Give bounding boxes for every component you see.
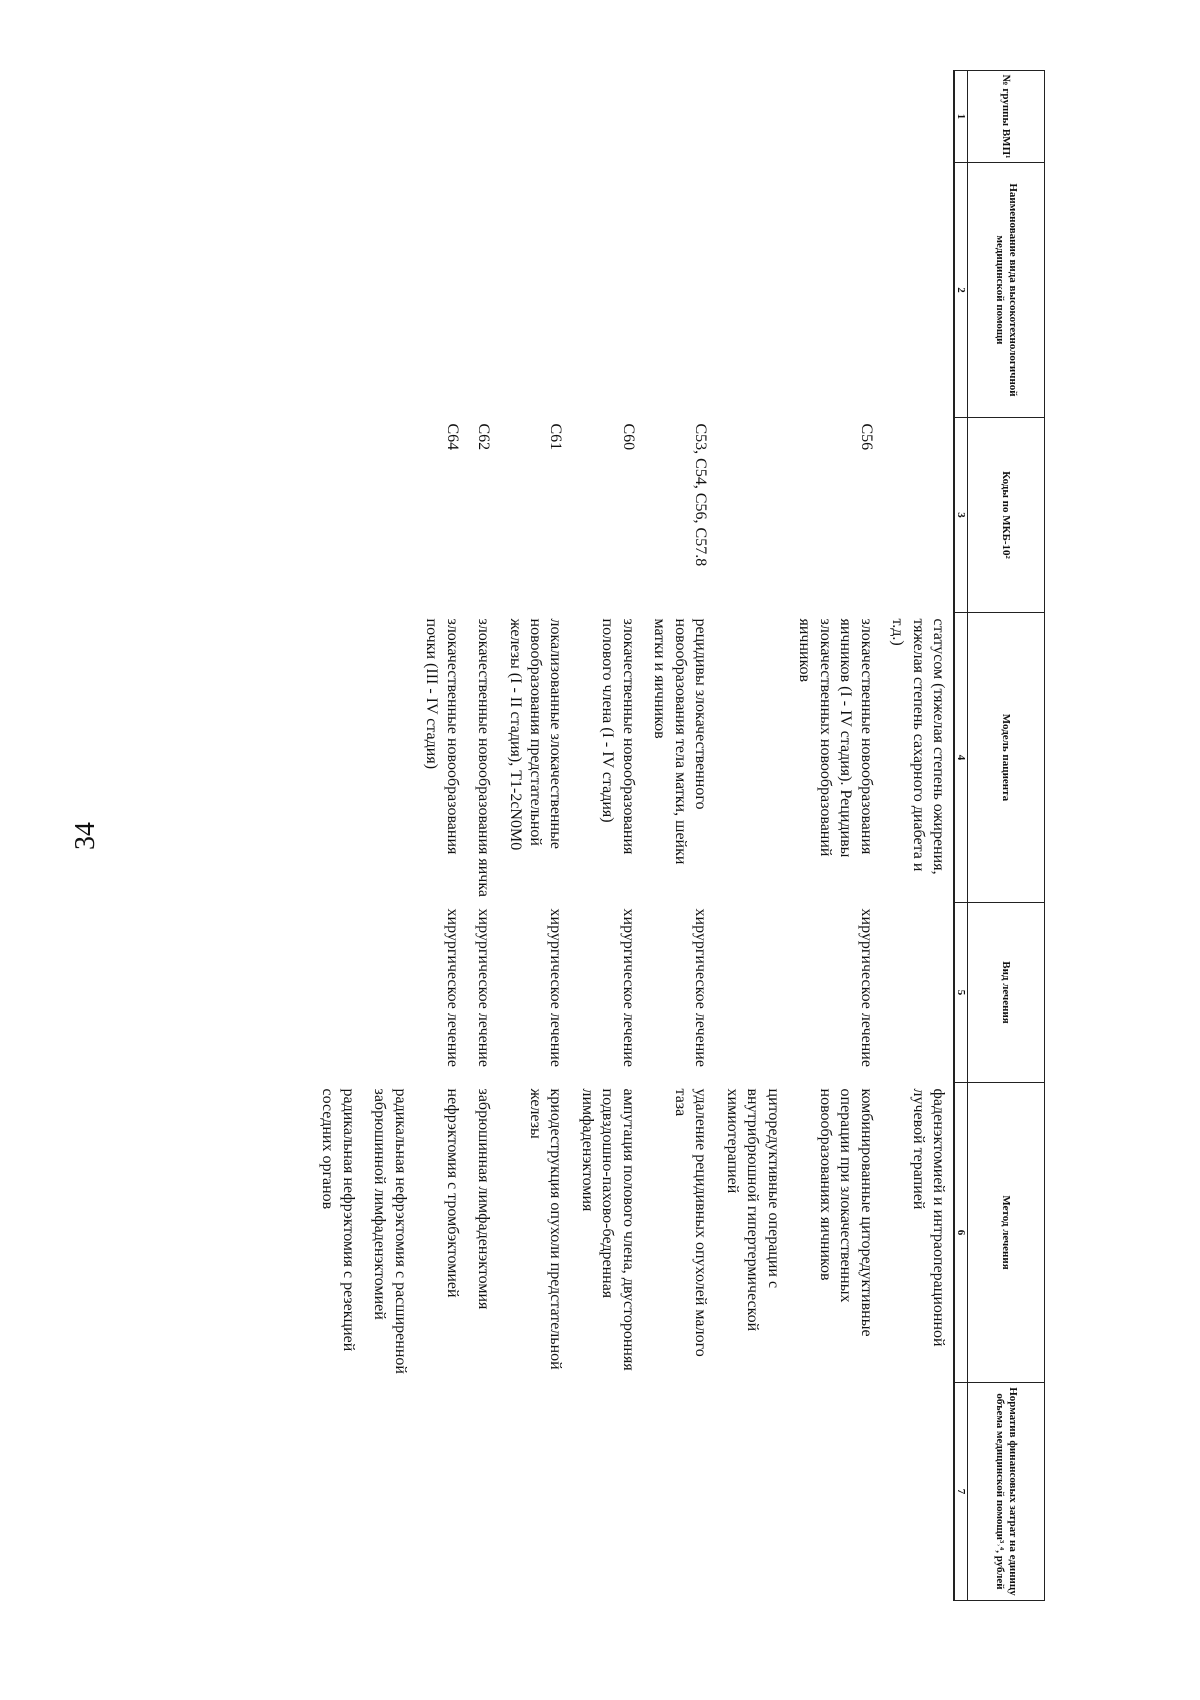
cell-icd-codes: C56	[857, 423, 875, 451]
cell-treatment-type	[881, 903, 954, 1083]
table-row	[311, 71, 363, 1601]
cell-group-number	[788, 71, 881, 163]
column-number: 2	[954, 163, 968, 418]
cell-treatment-type	[311, 903, 363, 1083]
cell-patient-model: злокачественные новообразования яичка	[475, 618, 493, 897]
page-number: 34	[70, 822, 101, 850]
cell-vmp-name	[363, 163, 415, 418]
cell-treatment-method: удаление рецидивных опухолей малого таза	[671, 1088, 710, 1357]
cell-group-number	[715, 71, 787, 163]
column-number: 7	[954, 1383, 968, 1601]
cell-group-number	[311, 71, 363, 163]
table-row	[571, 71, 643, 1601]
cell-cost-norm	[311, 1383, 363, 1601]
cell-vmp-name	[881, 163, 954, 418]
cell-vmp-name	[467, 163, 498, 418]
cell-treatment-type	[363, 903, 415, 1083]
cell-vmp-name	[311, 163, 363, 418]
cell-group-number	[415, 71, 467, 163]
cell-patient-model: злокачественные новообразования почки (III - IV стадия)	[423, 618, 461, 855]
cell-cost-norm	[467, 1383, 498, 1601]
table-row	[467, 71, 498, 1601]
cell-treatment-type: хирургическое лечение	[692, 908, 710, 1067]
cell-cost-norm	[363, 1383, 415, 1601]
vmp-table	[311, 70, 1045, 1601]
cell-vmp-name	[415, 163, 467, 418]
cell-vmp-name	[788, 163, 881, 418]
table-row	[643, 71, 715, 1601]
table-row	[788, 71, 881, 1601]
column-number: 1	[954, 71, 968, 163]
header-treatment-type: Вид лечения	[968, 903, 1045, 1083]
header-group-number: № группы ВМП¹	[968, 71, 1045, 163]
table-row	[415, 71, 467, 1601]
column-number: 4	[954, 613, 968, 903]
cell-treatment-method: радикальная нефрэктомия с резекцией соседних органов	[319, 1088, 357, 1352]
cell-vmp-name	[715, 163, 787, 418]
cell-treatment-method: ампутация полового члена, двусторонняя подвздошно-пахово-бедренная лимфаденэктомия	[578, 1088, 637, 1371]
cell-patient-model: рецидивы злокачественного новообразования тела матки, шейки матки и яичников	[651, 618, 710, 865]
cell-icd-codes	[311, 418, 363, 613]
cell-treatment-type: хирургическое лечение	[619, 908, 637, 1067]
cell-patient-model	[715, 613, 787, 903]
cell-treatment-method: радикальная нефрэктомия с расширенной забрюшинной лимфаденэктомией	[371, 1088, 409, 1374]
cell-treatment-type: хирургическое лечение	[547, 908, 565, 1067]
column-number: 6	[954, 1083, 968, 1383]
cell-cost-norm	[715, 1383, 787, 1601]
cell-vmp-name	[498, 163, 570, 418]
cell-icd-codes: C64	[443, 423, 461, 451]
table-row	[498, 71, 570, 1601]
cell-treatment-type	[715, 903, 787, 1083]
cell-icd-codes: C60	[619, 423, 637, 451]
cell-cost-norm	[498, 1383, 570, 1601]
rotated-table-page	[160, 70, 1045, 1600]
cell-treatment-method: комбинированные циторедуктивные операции при злокачественных новообразованиях яичников	[816, 1088, 875, 1337]
cell-patient-model: статусом (тяжелая степень ожирения, тяжелая степень сахарного диабета и т.д.)	[889, 618, 947, 875]
cell-group-number	[643, 71, 715, 163]
header-cost-norm: Норматив финансовых затрат на единицу объема медицинской помощи³˒⁴, рублей	[968, 1383, 1045, 1601]
cell-treatment-type: хирургическое лечение	[475, 908, 493, 1067]
column-number: 3	[954, 418, 968, 613]
cell-treatment-type: хирургическое лечение	[857, 908, 875, 1067]
header-vmp-name: Наименование вида высокотехнологичной медицинской помощи	[968, 163, 1045, 418]
cell-patient-model: злокачественные новообразования яичников (I - IV стадия). Рецидивы злокачественных новообразований яичников	[796, 618, 875, 858]
cell-icd-codes	[881, 418, 954, 613]
cell-icd-codes	[363, 418, 415, 613]
cell-treatment-method: криодеструкция опухоли предстательной железы	[527, 1088, 565, 1370]
cell-cost-norm	[788, 1383, 881, 1601]
cell-vmp-name	[643, 163, 715, 418]
cell-cost-norm	[415, 1383, 467, 1601]
cell-icd-codes: C62	[475, 423, 493, 451]
table-row	[715, 71, 787, 1601]
cell-patient-model	[363, 613, 415, 903]
cell-icd-codes	[715, 418, 787, 613]
cell-treatment-type: хирургическое лечение	[443, 908, 461, 1067]
cell-group-number	[498, 71, 570, 163]
cell-group-number	[571, 71, 643, 163]
cell-treatment-method: фаденэктомией и интраоперационной лучевой терапией	[909, 1088, 947, 1347]
cell-patient-model	[311, 613, 363, 903]
header-patient-model: Модель пациента	[968, 613, 1045, 903]
cell-patient-model: локализованные злокачественные новообразования предстательной железы (I - II стадия), T1-2cN0M0	[506, 618, 565, 851]
cell-group-number	[363, 71, 415, 163]
table-row	[881, 71, 954, 1601]
cell-icd-codes: C61	[547, 423, 565, 451]
cell-treatment-method: циторедуктивные операции с внутрибрюшной гипертермической химиотерапией	[723, 1088, 782, 1332]
cell-vmp-name	[571, 163, 643, 418]
column-number: 5	[954, 903, 968, 1083]
cell-cost-norm	[881, 1383, 954, 1601]
header-icd-codes: Коды по МКБ-10²	[968, 418, 1045, 613]
cell-group-number	[881, 71, 954, 163]
column-number-row	[954, 71, 968, 1601]
cell-treatment-method: забрюшинная лимфаденэктомия	[475, 1088, 493, 1310]
cell-cost-norm	[643, 1383, 715, 1601]
table-header-row	[968, 71, 1045, 1601]
cell-cost-norm	[571, 1383, 643, 1601]
cell-patient-model: злокачественные новообразования полового члена (I - IV стадия)	[599, 618, 637, 855]
cell-treatment-method: нефрэктомия с тромбэктомией	[443, 1088, 461, 1298]
cell-icd-codes: C53, C54, C56, C57.8	[692, 423, 710, 567]
table-row	[363, 71, 415, 1601]
cell-group-number	[467, 71, 498, 163]
header-treatment-method: Метод лечения	[968, 1083, 1045, 1383]
